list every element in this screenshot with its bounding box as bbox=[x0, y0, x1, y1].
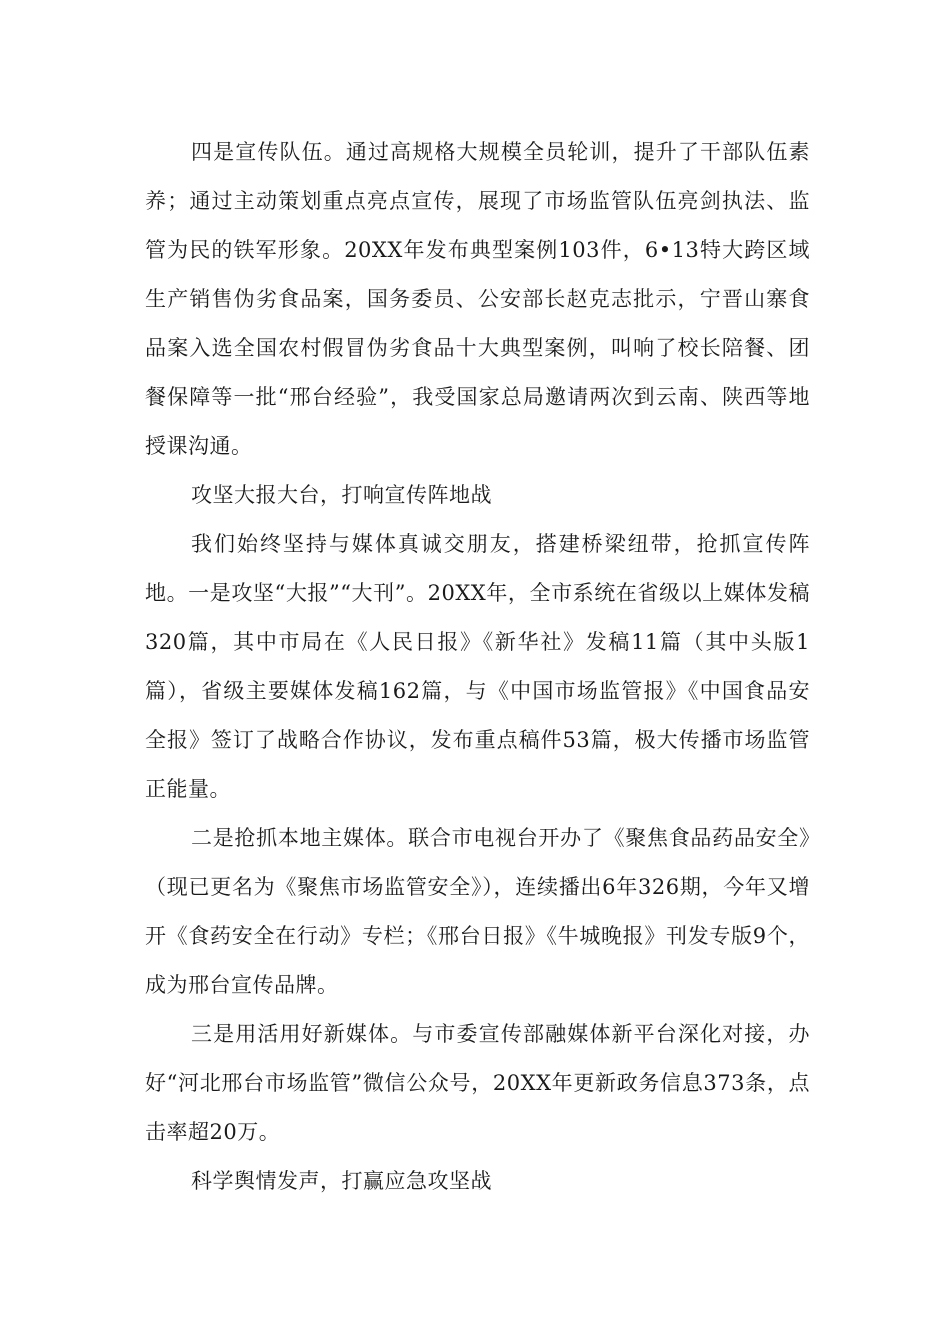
paragraph-local-media: 二是抢抓本地主媒体。联合市电视台开办了《聚焦食品药品安全》（现已更名为《聚焦市场监管安全》），连续播出6年326期，今年又增开《食药安全在行动》专栏；《邢台日报》《牛城晚报》刊发专版9个，成为邢台宣传品牌。 bbox=[145, 826, 810, 997]
paragraph-propaganda-team: 四是宣传队伍。通过高规格大规模全员轮训，提升了干部队伍素养；通过主动策划重点亮点宣传，展现了市场监管队伍亮剑执法、监管为民的铁军形象。20XX年发布典型案例103件，6•13特大跨区域生产销售伪劣食品案，国务委员、公安部长赵克志批示，宁晋山寨食品案入选全国农村假冒伪劣食品十大典型案例，叫响了校长陪餐、团餐保障等一批“邢台经验”，我受国家总局邀请两次到云南、陕西等地授课沟通。 bbox=[145, 140, 810, 458]
section-heading-public-opinion: 科学舆情发声，打赢应急攻坚战 bbox=[191, 1169, 492, 1193]
paragraph-new-media: 三是用活用好新媒体。与市委宣传部融媒体新平台深化对接，办好“河北邢台市场监管”微信公众号，20XX年更新政务信息373条，点击率超20万。 bbox=[145, 1022, 810, 1144]
paragraph-major-media: 我们始终坚持与媒体真诚交朋友，搭建桥梁纽带，抢抓宣传阵地。一是攻坚“大报”“大刊”。20XX年，全市系统在省级以上媒体发稿320篇，其中市局在《人民日报》《新华社》发稿11篇（其中头版1篇），省级主要媒体发稿162篇，与《中国市场监管报》《中国食品安全报》签订了战略合作协议，发布重点稿件53篇，极大传播市场监管正能量。 bbox=[145, 532, 810, 801]
document-body bbox=[145, 128, 810, 1206]
section-heading-media: 攻坚大报大台，打响宣传阵地战 bbox=[191, 483, 492, 507]
